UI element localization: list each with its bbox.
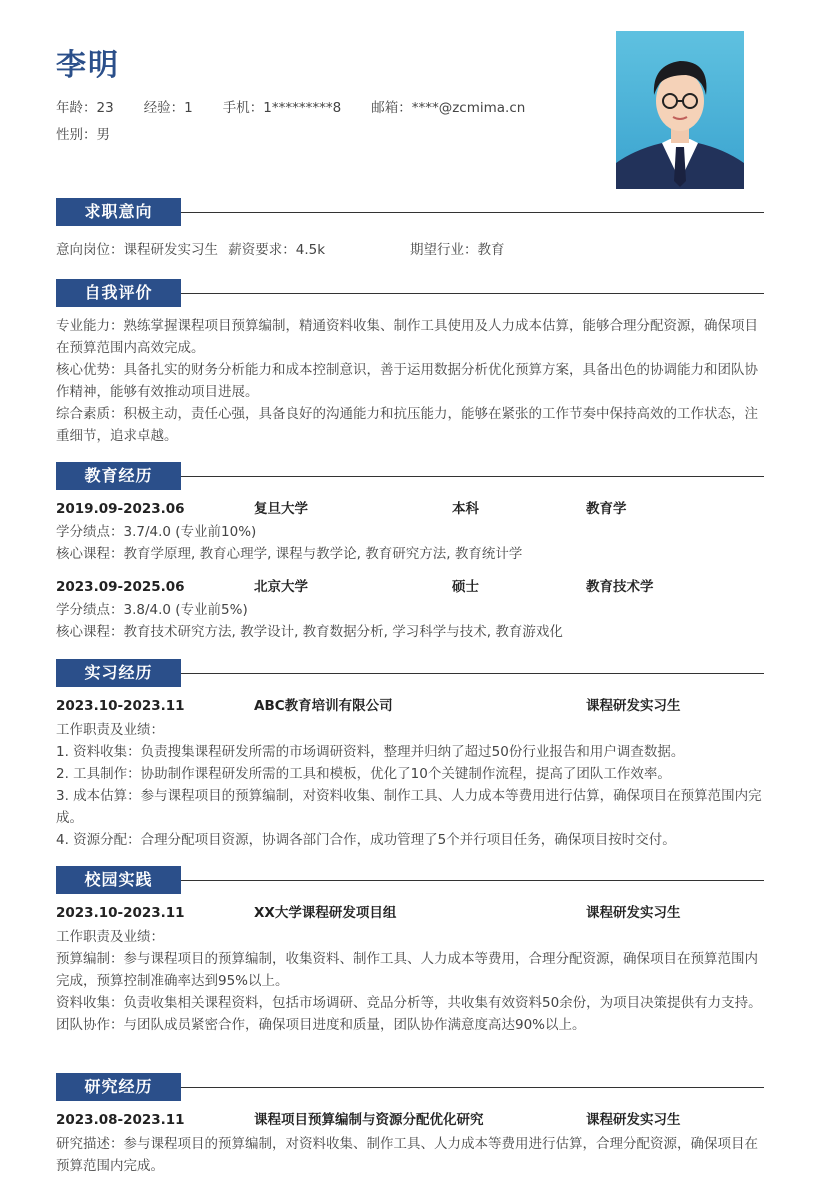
intern-item: 2. 工具制作：协助制作课程研发所需的工具和模板，优化了10个关键制作流程，提高了团队工作效率。	[56, 766, 671, 782]
campus-item: 团队协作：与团队成员紧密合作，确保项目进度和质量，团队协作满意度高达90%以上。	[56, 1017, 586, 1033]
edu-gpa: 学分绩点：3.8/4.0 (专业前5%)	[56, 602, 248, 618]
section-title-research: 研究经历	[56, 1073, 181, 1101]
section-divider	[181, 880, 764, 881]
experience-field: 经验：1	[143, 100, 193, 116]
edu-school: 复旦大学	[254, 501, 308, 517]
self-eval-item: 专业能力：熟练掌握课程项目预算编制，精通资料收集、制作工具使用及人力成本估算，能够合理分配资源，确保项目在预算范围内高效完成。	[56, 318, 758, 356]
candidate-name: 李明	[56, 48, 120, 83]
section-education	[56, 462, 764, 490]
campus-org: XX大学课程研发项目组	[254, 905, 397, 921]
campus-role: 课程研发实习生	[586, 905, 681, 921]
campus-period: 2023.10-2023.11	[56, 905, 185, 921]
section-title-self: 自我评价	[56, 279, 181, 307]
section-title-internship: 实习经历	[56, 659, 181, 687]
phone-field: 手机：1*********8	[222, 100, 342, 116]
section-title-campus: 校园实践	[56, 866, 181, 894]
intern-item: 3. 成本估算：参与课程项目的预算编制，对资料收集、制作工具、人力成本等费用进行估算，确保项目在预算范围内完成。	[56, 788, 762, 826]
intent-row	[56, 239, 766, 261]
research-desc: 研究描述：参与课程项目的预算编制，对资料收集、制作工具、人力成本等费用进行估算，合理分配资源，确保项目在预算范围内完成。	[56, 1136, 758, 1174]
age-field: 年龄：23	[56, 100, 114, 116]
edu-period: 2023.09-2025.06	[56, 579, 185, 595]
section-title-education: 教育经历	[56, 462, 181, 490]
intern-period: 2023.10-2023.11	[56, 698, 185, 714]
research-header	[56, 1109, 764, 1131]
self-eval-item: 核心优势：具备扎实的财务分析能力和成本控制意识，善于运用数据分析优化预算方案，具备出色的协调能力和团队协作精神，能够有效推动项目进展。	[56, 362, 758, 400]
section-intent	[56, 198, 764, 226]
intern-company: ABC教育培训有限公司	[254, 698, 393, 714]
section-research	[56, 1073, 764, 1101]
intern-intro: 工作职责及业绩：	[56, 722, 164, 738]
section-internship	[56, 659, 764, 687]
campus-intro: 工作职责及业绩：	[56, 929, 164, 945]
edu-degree: 硕士	[452, 579, 479, 595]
edu-courses: 核心课程：教育技术研究方法, 教学设计, 教育数据分析, 学习科学与技术, 教育游戏化	[56, 624, 563, 640]
internship-header	[56, 695, 764, 717]
self-eval-item: 综合素质：积极主动，责任心强，具备良好的沟通能力和抗压能力，能够在紧张的工作节奏中保持高效的工作状态，注重细节，追求卓越。	[56, 406, 758, 444]
edu-school: 北京大学	[254, 579, 308, 595]
section-divider	[181, 212, 764, 213]
section-title-intent: 求职意向	[56, 198, 181, 226]
section-divider	[181, 673, 764, 674]
research-detail	[56, 1133, 766, 1177]
edu-courses: 核心课程：教育学原理, 教育心理学, 课程与教学论, 教育研究方法, 教育统计学	[56, 546, 523, 562]
education-entry-header	[56, 498, 764, 520]
person-photo-icon	[616, 31, 744, 189]
edu-major: 教育学	[586, 501, 627, 517]
campus-header	[56, 902, 764, 924]
edu-major: 教育技术学	[586, 579, 654, 595]
education-entry-detail	[56, 599, 766, 643]
section-divider	[181, 1087, 764, 1088]
section-self	[56, 279, 764, 307]
education-entry-detail	[56, 521, 766, 565]
edu-period: 2019.09-2023.06	[56, 501, 185, 517]
basic-info-row	[56, 96, 555, 116]
basic-info-row-2	[56, 123, 140, 143]
research-title: 课程项目预算编制与资源分配优化研究	[254, 1112, 484, 1128]
campus-item: 资料收集：负责收集相关课程资料，包括市场调研、竞品分析等，共收集有效资料50余份，为项目决策提供有力支持。	[56, 995, 762, 1011]
section-divider	[181, 293, 764, 294]
intern-role: 课程研发实习生	[586, 698, 681, 714]
research-period: 2023.08-2023.11	[56, 1112, 185, 1128]
email-field: 邮箱：****@zcmima.cn	[371, 100, 526, 116]
intent-industry: 期望行业：教育	[410, 242, 505, 258]
education-entry-header	[56, 576, 764, 598]
intern-item: 4. 资源分配：合理分配项目资源，协调各部门合作，成功管理了5个并行项目任务，确保项目按时交付。	[56, 832, 676, 848]
edu-gpa: 学分绩点：3.7/4.0 (专业前10%)	[56, 524, 257, 540]
campus-item: 预算编制：参与课程项目的预算编制，收集资料、制作工具、人力成本等费用，合理分配资源，确保项目在预算范围内完成，预算控制准确率达到95%以上。	[56, 951, 758, 989]
profile-photo	[616, 31, 744, 189]
intent-salary: 薪资要求：4.5k	[228, 242, 326, 258]
internship-detail	[56, 719, 766, 851]
intern-item: 1. 资料收集：负责搜集课程研发所需的市场调研资料，整理并归纳了超过50份行业报告和用户调查数据。	[56, 744, 685, 760]
section-divider	[181, 476, 764, 477]
intent-position: 意向岗位：课程研发实习生	[56, 242, 218, 258]
research-role: 课程研发实习生	[586, 1112, 681, 1128]
campus-detail	[56, 926, 766, 1036]
edu-degree: 本科	[452, 501, 479, 517]
self-eval-block	[56, 315, 766, 447]
gender-field: 性别：男	[56, 127, 110, 143]
section-campus	[56, 866, 764, 894]
